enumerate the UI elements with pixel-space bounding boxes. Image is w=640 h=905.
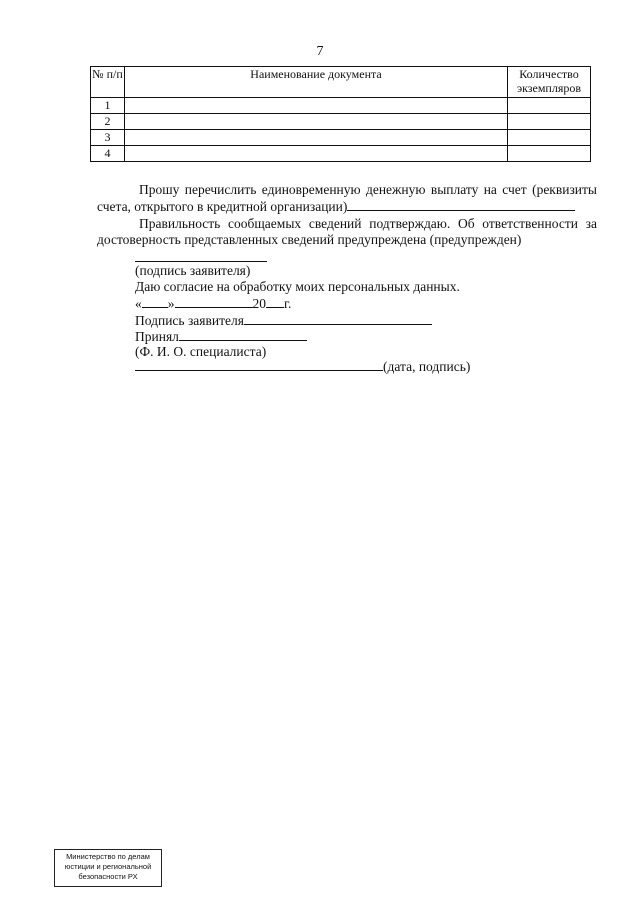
table-row [91, 146, 591, 162]
row-quantity [508, 98, 591, 114]
account-details-blank [347, 198, 575, 211]
row-number: 3 [91, 130, 125, 146]
documents-table [90, 66, 591, 162]
applicant-signature-line [135, 312, 432, 329]
table-row [91, 130, 591, 146]
header-document-name: Наименование документа [125, 67, 508, 98]
header-number: № п/п [91, 67, 125, 98]
header-quantity: Количество экземпляров [508, 67, 591, 98]
row-document-name [125, 130, 508, 146]
consent-text: Даю согласие на обработку моих персональных данных. [135, 279, 460, 294]
row-number: 4 [91, 146, 125, 162]
table-row [91, 98, 591, 114]
row-quantity [508, 130, 591, 146]
accepted-label: Принял [135, 329, 179, 344]
specialist-caption: (Ф. И. О. специалиста) [135, 344, 267, 359]
row-quantity [508, 114, 591, 130]
row-quantity [508, 146, 591, 162]
table-row [91, 114, 591, 130]
date-signature-caption: (дата, подпись) [383, 359, 471, 374]
applicant-signature-label: Подпись заявителя [135, 313, 244, 328]
row-document-name [125, 114, 508, 130]
year-blank [266, 295, 284, 308]
applicant-signature-field [244, 312, 432, 325]
year-suffix: г. [284, 296, 292, 311]
date-line [135, 295, 291, 312]
transfer-request-paragraph [97, 182, 597, 215]
confirmation-paragraph: Правильность сообщаемых сведений подтверждаю. Об ответственности за достоверность представленных сведений предупреждена (предупрежден) [97, 216, 597, 247]
stamp-line: Министерство по делам [66, 852, 150, 861]
applicant-signature-caption: (подпись заявителя) [135, 263, 251, 278]
date-close-quote: » [167, 296, 175, 311]
stamp-line: юстиции и региональной [64, 862, 152, 871]
page-number: 7 [316, 44, 324, 59]
date-signature-line [135, 358, 470, 375]
stamp-line: безопасности РХ [78, 872, 138, 881]
transfer-request-text: Прошу перечислить единовременную денежную выплату на счет (реквизиты счета, открытого в кредитной организации) [97, 182, 597, 214]
month-blank [175, 295, 253, 308]
table-header-row [91, 67, 591, 98]
year-prefix: 20 [252, 296, 266, 311]
row-document-name [125, 146, 508, 162]
accepted-line [135, 328, 307, 345]
row-number: 2 [91, 114, 125, 130]
row-document-name [125, 98, 508, 114]
date-open-quote: « [135, 296, 142, 311]
ministry-stamp [54, 849, 162, 887]
accepted-field [179, 328, 307, 341]
day-blank [142, 295, 168, 308]
row-number: 1 [91, 98, 125, 114]
date-signature-field [135, 358, 383, 371]
